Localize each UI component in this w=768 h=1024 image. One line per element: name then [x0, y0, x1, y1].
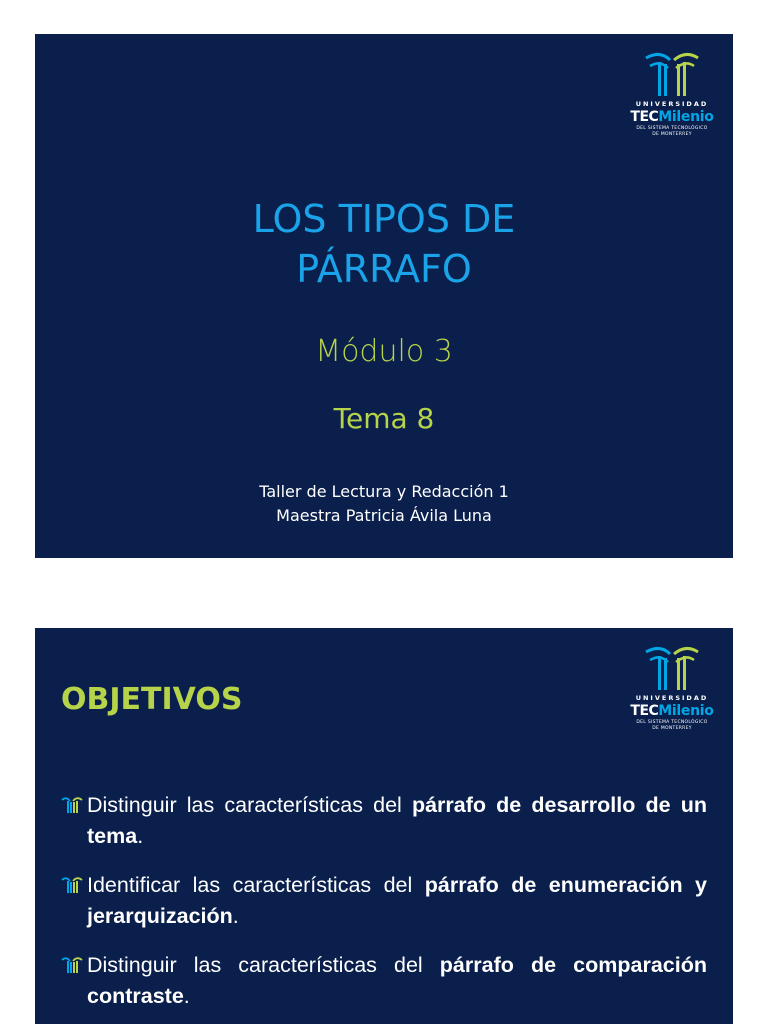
- slide-title-line1: LOS TIPOS DE: [252, 197, 516, 241]
- logo-subtitle-line1: DEL SISTEMA TECNOLÓGICO: [636, 720, 708, 725]
- slide-title: [35, 194, 733, 294]
- logo-bullet-icon: [61, 796, 83, 814]
- logo-brand-milenio: Milenio: [658, 109, 714, 125]
- objective-suffix: .: [232, 904, 239, 928]
- objectives-list: [61, 790, 707, 1024]
- university-logo: [617, 642, 727, 752]
- university-logo: [617, 48, 727, 158]
- objective-bold: párrafo de enumeración y jerarquización: [87, 873, 707, 928]
- logo-subtitle-line1: DEL SISTEMA TECNOLÓGICO: [636, 126, 708, 131]
- objective-suffix: .: [137, 824, 144, 848]
- logo-university-text: UNIVERSIDAD: [635, 100, 709, 108]
- logo-brand: [617, 703, 727, 719]
- objectives-slide: [35, 628, 733, 1024]
- module-label: Módulo 3: [315, 334, 453, 369]
- logo-subtitle: [617, 720, 727, 732]
- objective-bold: párrafo de comparación contraste: [87, 953, 707, 1008]
- objective-text: Identificar las características del: [87, 873, 425, 897]
- objective-item: [61, 870, 707, 932]
- logo-brand: [617, 109, 727, 125]
- university-logo-icon: [642, 642, 702, 692]
- objective-item: [61, 950, 707, 1012]
- objective-text: Distinguir las características del: [87, 953, 440, 977]
- teacher-name: Maestra Patricia Ávila Luna: [276, 506, 492, 525]
- logo-university-text: UNIVERSIDAD: [635, 694, 709, 702]
- objectives-heading: OBJETIVOS: [61, 682, 243, 717]
- logo-brand-milenio: Milenio: [658, 703, 714, 719]
- logo-subtitle-line2: DE MONTERREY: [652, 132, 692, 137]
- title-slide: [35, 34, 733, 558]
- objective-suffix: .: [183, 984, 190, 1008]
- logo-bullet-icon: [61, 956, 83, 974]
- topic-label: Tema 8: [333, 402, 435, 435]
- objective-bold: párrafo de desarrollo de un tema: [87, 793, 707, 848]
- logo-brand-tec: TEC: [630, 109, 659, 125]
- objective-item: [61, 790, 707, 852]
- logo-brand-tec: TEC: [630, 703, 659, 719]
- slide-title-line2: PÁRRAFO: [296, 247, 472, 291]
- university-logo-icon: [642, 48, 702, 98]
- logo-subtitle: [617, 126, 727, 138]
- course-name: Taller de Lectura y Redacción 1: [259, 482, 509, 501]
- objective-text: Distinguir las características del: [87, 793, 412, 817]
- logo-subtitle-line2: DE MONTERREY: [652, 726, 692, 731]
- course-info: [35, 480, 733, 528]
- logo-bullet-icon: [61, 876, 83, 894]
